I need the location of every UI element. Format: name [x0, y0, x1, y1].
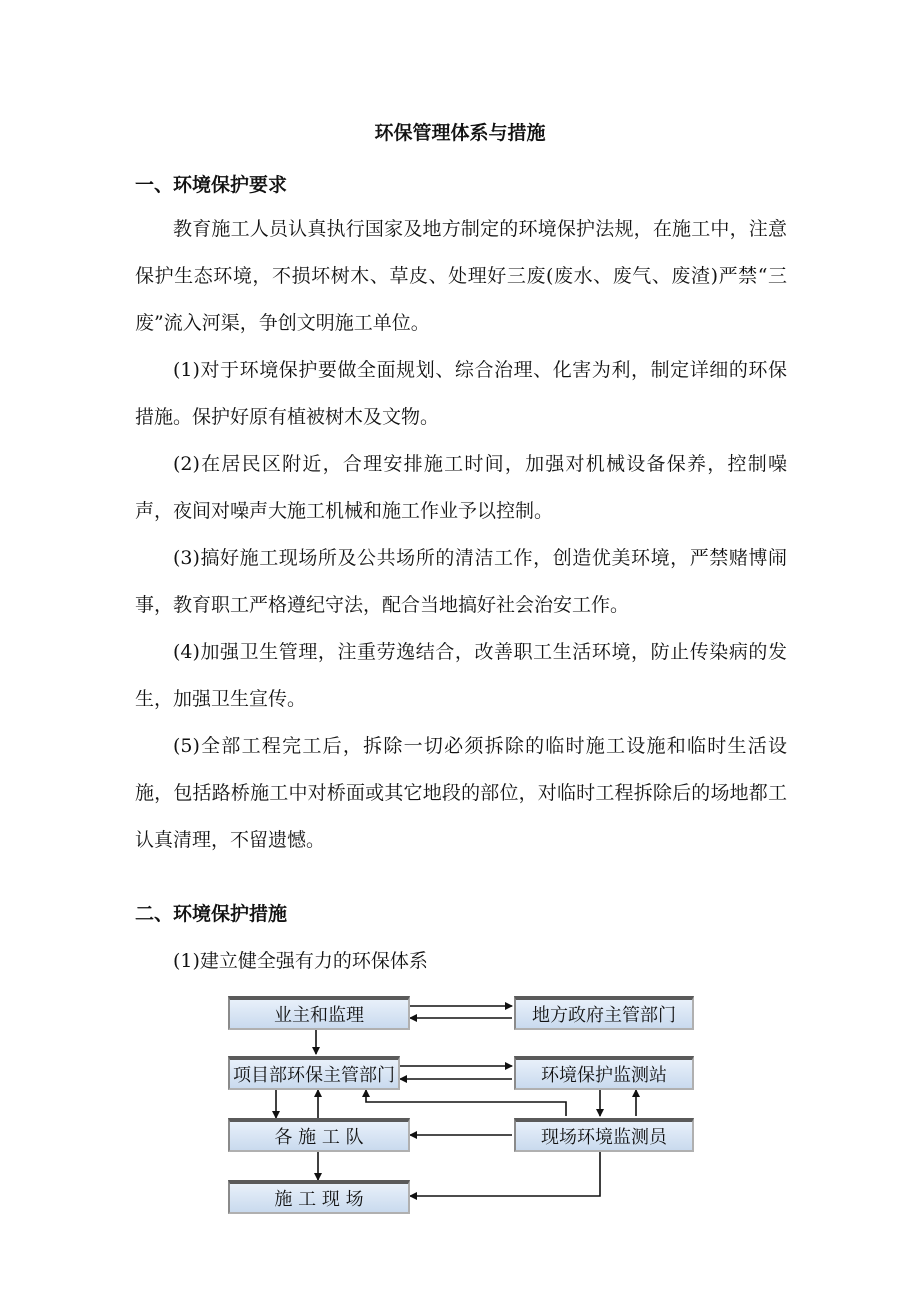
paragraph-item-1: (1)对于环境保护要做全面规划、综合治理、化害为利，制定详细的环保措施。保护好原有植被树木及文物。 — [135, 359, 787, 428]
environmental-system-diagram — [220, 990, 700, 1220]
box-site-env-monitor: 现场环境监测员 — [514, 1118, 694, 1152]
page-title: 环保管理体系与措施 — [374, 122, 546, 144]
paragraph-item-3: (3)搞好施工现场所及公共场所的清洁工作，创造优美环境，严禁赌博闹事，教育职工严格遵纪守法，配合当地搞好社会治安工作。 — [135, 547, 787, 616]
box-project-env-dept: 项目部环保主管部门 — [228, 1056, 400, 1090]
box-local-government: 地方政府主管部门 — [514, 996, 694, 1030]
paragraph-intro: 教育施工人员认真执行国家及地方制定的环境保护法规，在施工中，注意保护生态环境，不损坏树木、草皮、处理好三废(废水、废气、废渣)严禁“三废”流入河渠，争创文明施工单位。 — [135, 218, 787, 334]
section-heading-measures: 二、环境保护措施 — [135, 903, 288, 925]
box-construction-site: 施 工 现 场 — [228, 1180, 410, 1214]
paragraph-item-4: (4)加强卫生管理，注重劳逸结合，改善职工生活环境，防止传染病的发生，加强卫生宣传。 — [135, 641, 787, 710]
section-heading-requirements: 一、环境保护要求 — [135, 174, 288, 196]
box-construction-teams: 各 施 工 队 — [228, 1118, 410, 1152]
measure-item-1: (1)建立健全强有力的环保体系 — [173, 950, 428, 972]
paragraph-item-5: (5)全部工程完工后，拆除一切必须拆除的临时施工设施和临时生活设施，包括路桥施工中对桥面或其它地段的部位，对临时工程拆除后的场地都工认真清理，不留遗憾。 — [135, 735, 787, 851]
arrow-monitor-to-site — [410, 1150, 600, 1196]
arrow-monitor-to-project — [366, 1090, 566, 1116]
paragraph-item-2: (2)在居民区附近，合理安排施工时间，加强对机械设备保养，控制噪声，夜间对噪声大施工机械和施工作业予以控制。 — [135, 453, 787, 522]
box-owner-supervisor: 业主和监理 — [228, 996, 410, 1030]
box-env-monitoring-station: 环境保护监测站 — [514, 1056, 694, 1090]
